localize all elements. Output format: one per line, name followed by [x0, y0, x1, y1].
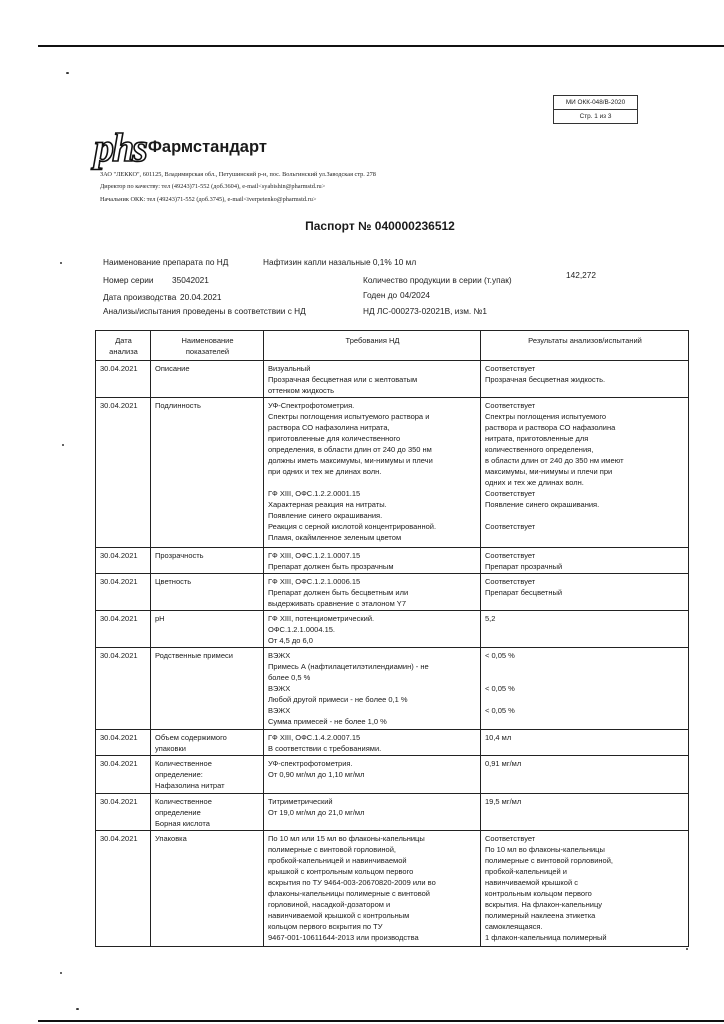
- requirement-line: От 4,5 до 6,0: [268, 636, 313, 645]
- indicator-cell: [151, 548, 264, 574]
- indicator-cell: [151, 574, 264, 611]
- requirement-line: УФ-Спектрофотометрия.: [268, 401, 355, 410]
- requirement-line: ОФС.1.2.1.0004.15.: [268, 625, 335, 634]
- requirement-line: От 19,0 мг/мл до 21,0 мг/мл: [268, 808, 365, 817]
- requirement-line: крышкой с контрольным кольцом первого: [268, 867, 414, 876]
- requirement-line: В соответствии с требованиями.: [268, 744, 382, 753]
- analysis-date: 30.04.2021: [100, 551, 138, 560]
- table-header-row: [96, 331, 689, 361]
- logo-brand: Фармстандарт: [147, 138, 267, 156]
- result-line: [485, 661, 685, 672]
- result-line: Соответствует: [485, 522, 536, 531]
- indicator-name: Количественное: [155, 797, 212, 806]
- result-line: Соответствует: [485, 834, 536, 843]
- requirement-line: Характерная реакция на нитраты.: [268, 500, 387, 509]
- scan-speck: [60, 262, 62, 264]
- requirement-line: Сумма примесей - не более 1,0 %: [268, 717, 387, 726]
- result-cell: [481, 794, 689, 831]
- analysis-date: 30.04.2021: [100, 401, 138, 410]
- result-line: полимерный наклеена этикетка: [485, 911, 596, 920]
- result-line: 5,2: [485, 614, 496, 623]
- scan-speck: [60, 972, 62, 974]
- requirement-line: при одних и тех же длинах волн.: [268, 467, 382, 476]
- header-requirements-text: Требования НД: [345, 336, 400, 345]
- result-line: самоклеящаяся.: [485, 922, 543, 931]
- company-address: ЗАО "ЛЕККО", 601125, Владимирская обл., Петушинский р-н, пос. Вольгинский ул.Заводская стр. 278: [100, 171, 376, 178]
- result-cell: [481, 730, 689, 756]
- result-line: максимумы, ми-нимумы и плечи при: [485, 467, 613, 476]
- analysis-date-cell: [96, 794, 151, 831]
- header-date: [96, 331, 151, 361]
- requirement-line: раствора СО нафазолина нитрата,: [268, 423, 390, 432]
- indicator-name: Подлинность: [155, 401, 201, 410]
- document-code: МИ ОКК-048/В-2020: [565, 99, 626, 106]
- indicator-name: pH: [155, 614, 165, 623]
- analysis-date: 30.04.2021: [100, 651, 138, 660]
- table-row: [96, 756, 689, 794]
- analysis-date-cell: [96, 398, 151, 548]
- table-row: [96, 611, 689, 648]
- requirement-line: пробкой-капельницей и навинчиваемой: [268, 856, 407, 865]
- product-value: Нафтизин капли назальные 0,1% 10 мл: [263, 257, 417, 267]
- requirements-cell: [264, 794, 481, 831]
- table-row: [96, 648, 689, 730]
- requirement-line: 9467-001-10611644-2013 или производства: [268, 933, 419, 942]
- requirement-line: По 10 мл или 15 мл во флаконы-капельницы: [268, 834, 425, 843]
- requirement-line: ВЭЖХ: [268, 706, 291, 715]
- analysis-date-cell: [96, 648, 151, 730]
- scan-bottom-rule: [38, 1020, 724, 1022]
- analysis-table: [95, 330, 689, 947]
- result-line: одних и тех же длинах волн.: [485, 478, 584, 487]
- company-logo: [94, 124, 267, 171]
- result-line: Соответствует: [485, 489, 536, 498]
- result-line: Препарат прозрачный: [485, 562, 563, 571]
- requirements-cell: [264, 730, 481, 756]
- tests-label: Анализы/испытания проведены в соответствии с НД: [103, 306, 306, 316]
- result-line: Прозрачная бесцветная жидкость.: [485, 375, 606, 384]
- requirement-line: ГФ XIII, ОФС.1.2.1.0007.15: [268, 551, 361, 560]
- requirement-line: навинчиваемой крышкой с контрольным: [268, 911, 410, 920]
- requirement-line: [268, 477, 477, 488]
- analysis-date: 30.04.2021: [100, 834, 138, 843]
- result-line: Соответствует: [485, 551, 536, 560]
- requirements-cell: [264, 361, 481, 398]
- indicator-name: Родственные примеси: [155, 651, 233, 660]
- table-row: [96, 361, 689, 398]
- result-line: [485, 694, 685, 705]
- result-cell: [481, 548, 689, 574]
- result-cell: [481, 398, 689, 548]
- result-line: навинчиваемой крышкой с: [485, 878, 578, 887]
- header-results: [481, 331, 689, 361]
- requirement-line: ВЭЖХ: [268, 651, 291, 660]
- requirement-line: ГФ XIII, ОФС.1.2.1.0006.15: [268, 577, 361, 586]
- expiry-value: 04/2024: [400, 290, 430, 300]
- result-cell: [481, 574, 689, 611]
- analysis-date-cell: [96, 831, 151, 947]
- result-cell: [481, 611, 689, 648]
- analysis-date-cell: [96, 574, 151, 611]
- analysis-date-cell: [96, 611, 151, 648]
- scan-speck: [686, 948, 688, 950]
- table-row: [96, 730, 689, 756]
- page-title: Паспорт № 040000236512: [305, 219, 455, 233]
- production-date-label: Дата производства: [103, 292, 177, 302]
- result-line: < 0,05 %: [485, 706, 515, 715]
- result-line: По 10 мл во флаконы-капельницы: [485, 845, 605, 854]
- analysis-date-cell: [96, 730, 151, 756]
- document-code-box: [553, 95, 638, 124]
- indicator-name: упаковки: [155, 744, 186, 753]
- indicator-name: определение: [155, 808, 201, 817]
- result-line: нитрата, приготовленные для: [485, 434, 589, 443]
- indicator-name: Объем содержимого: [155, 733, 227, 742]
- batch-label: Номер серии: [103, 275, 154, 285]
- production-date-value: 20.04.2021: [180, 292, 222, 302]
- tests-value: НД ЛС-000273-02021В, изм. №1: [363, 306, 488, 316]
- requirement-line: ГФ XIII, ОФС.1.2.2.0001.15: [268, 489, 361, 498]
- requirement-line: Спектры поглощения испытуемого раствора и: [268, 412, 430, 421]
- analysis-date: 30.04.2021: [100, 733, 138, 742]
- analysis-date-cell: [96, 361, 151, 398]
- header-results-text: Результаты анализов/испытаний: [528, 336, 642, 345]
- result-line: Появление синего окрашивания.: [485, 500, 600, 509]
- indicator-name: Упаковка: [155, 834, 187, 843]
- indicator-cell: [151, 794, 264, 831]
- result-line: раствора и раствора СО нафазолина: [485, 423, 616, 432]
- analysis-date: 30.04.2021: [100, 759, 138, 768]
- requirement-line: ГФ XIII, потенциометрический.: [268, 614, 375, 623]
- requirement-line: ВЭЖХ: [268, 684, 291, 693]
- result-line: Препарат бесцветный: [485, 588, 563, 597]
- indicator-cell: [151, 756, 264, 794]
- requirement-line: должны иметь максимумы, ми-нимумы и плечи: [268, 456, 433, 465]
- requirement-line: вскрытия по ТУ 9464-003-20670820-2009 или во: [268, 878, 436, 887]
- indicator-cell: [151, 730, 264, 756]
- result-line: [485, 672, 685, 683]
- requirement-line: горловиной, насадкой-дозатором и: [268, 900, 391, 909]
- requirement-line: выдерживать сравнение с эталоном Y7: [268, 599, 406, 608]
- header-indicator: [151, 331, 264, 361]
- header-date-text: анализа: [109, 347, 138, 356]
- indicator-name: Описание: [155, 364, 190, 373]
- requirement-line: полимерные с винтовой горловиной,: [268, 845, 396, 854]
- requirement-line: Препарат должен быть прозрачным: [268, 562, 394, 571]
- requirement-line: Появление синего окрашивания.: [268, 511, 383, 520]
- result-cell: [481, 831, 689, 947]
- table-row: [96, 548, 689, 574]
- quantity-label: Количество продукции в серии (т.упак): [363, 275, 512, 285]
- result-line: пробкой-капельницей и: [485, 867, 567, 876]
- result-line: Соответствует: [485, 401, 536, 410]
- analysis-date: 30.04.2021: [100, 797, 138, 806]
- indicator-cell: [151, 648, 264, 730]
- requirements-cell: [264, 611, 481, 648]
- requirements-cell: [264, 648, 481, 730]
- logo-mark: phs: [94, 125, 146, 170]
- requirements-cell: [264, 398, 481, 548]
- requirement-line: определения, в области длин от 240 до 350 нм: [268, 445, 432, 454]
- header-indicator-text: Наименование: [181, 336, 234, 345]
- header-indicator-text: показателей: [185, 347, 230, 356]
- requirement-line: кольцом первого вскрытия по ТУ: [268, 922, 383, 931]
- requirement-line: Титриметрический: [268, 797, 333, 806]
- result-cell: [481, 648, 689, 730]
- requirement-line: Реакция с серной кислотой концентрированной.: [268, 522, 437, 531]
- requirement-line: УФ-спектрофотометрия.: [268, 759, 353, 768]
- indicator-name: Прозрачность: [155, 551, 204, 560]
- header-date-text: Дата: [115, 336, 132, 345]
- scan-speck: [76, 1008, 79, 1010]
- requirement-line: Пламя, окаймленное зеленым цветом: [268, 533, 402, 542]
- analysis-date-cell: [96, 756, 151, 794]
- header-requirements: [264, 331, 481, 361]
- result-line: Спектры поглощения испытуемого: [485, 412, 607, 421]
- requirements-cell: [264, 756, 481, 794]
- result-line: 10,4 мл: [485, 733, 512, 742]
- requirement-line: Визуальный: [268, 364, 311, 373]
- result-line: Соответствует: [485, 364, 536, 373]
- requirement-line: флаконы-капельницы полимерные с винтовой: [268, 889, 430, 898]
- indicator-name: Нафазолина нитрат: [155, 781, 225, 790]
- requirement-line: Любой другой примеси - не более 0,1 %: [268, 695, 408, 704]
- indicator-cell: [151, 361, 264, 398]
- requirement-line: приготовленные для количественного: [268, 434, 401, 443]
- result-line: вскрытия. На флакон-капельницу: [485, 900, 603, 909]
- requirement-line: От 0,90 мг/мл до 1,10 мг/мл: [268, 770, 365, 779]
- requirements-cell: [264, 831, 481, 947]
- quality-director-contact: Директор по качеству: тел (49243)71-552 (доб.3604), e-mail<syabishin@pharmstd.ru>: [100, 183, 326, 190]
- indicator-cell: [151, 611, 264, 648]
- expiry-label: Годен до: [363, 290, 398, 300]
- result-line: < 0,05 %: [485, 651, 515, 660]
- analysis-date: 30.04.2021: [100, 614, 138, 623]
- product-label: Наименование препарата по НД: [103, 257, 229, 267]
- result-cell: [481, 361, 689, 398]
- result-cell: [481, 756, 689, 794]
- requirement-line: Примесь А (нафтилацетилэтилендиамин) - не: [268, 662, 429, 671]
- result-line: < 0,05 %: [485, 684, 515, 693]
- analysis-date-cell: [96, 548, 151, 574]
- result-line: контрольным кольцом первого: [485, 889, 592, 898]
- scan-speck: [66, 72, 69, 74]
- scan-speck: [62, 444, 64, 446]
- indicator-cell: [151, 831, 264, 947]
- result-line: 1 флакон-капельница полимерный: [485, 933, 607, 942]
- table-row: [96, 831, 689, 947]
- quantity-value: 142,272: [566, 270, 596, 280]
- requirement-line: ГФ XIII, ОФС.1.4.2.0007.15: [268, 733, 361, 742]
- indicator-name: Цветность: [155, 577, 192, 586]
- result-line: количественного определения,: [485, 445, 594, 454]
- requirements-cell: [264, 548, 481, 574]
- result-line: Соответствует: [485, 577, 536, 586]
- indicator-name: определение:: [155, 770, 203, 779]
- analysis-date: 30.04.2021: [100, 364, 138, 373]
- result-line: 0,91 мг/мл: [485, 759, 522, 768]
- table-row: [96, 574, 689, 611]
- indicator-name: Количественное: [155, 759, 212, 768]
- requirement-line: более 0,5 %: [268, 673, 311, 682]
- requirements-cell: [264, 574, 481, 611]
- okk-head-contact: Начальник ОКК: тел (49243)71-552 (доб.3745), e-mail<iverpetenko@pharmstd.ru>: [100, 196, 317, 203]
- table-row: [96, 398, 689, 548]
- table-row: [96, 794, 689, 831]
- result-line: в области длин от 240 до 350 нм имеют: [485, 456, 624, 465]
- requirement-line: Препарат должен быть бесцветным или: [268, 588, 409, 597]
- result-line: 19,5 мг/мл: [485, 797, 522, 806]
- requirement-line: Прозрачная бесцветная или с желтоватым: [268, 375, 418, 384]
- batch-value: 35042021: [172, 275, 209, 285]
- page-number: Стр. 1 из 3: [554, 109, 637, 123]
- requirement-line: оттенком жидкость: [268, 386, 335, 395]
- result-line: [485, 510, 685, 521]
- result-line: полимерные с винтовой горловиной,: [485, 856, 613, 865]
- analysis-date: 30.04.2021: [100, 577, 138, 586]
- scan-top-rule: [38, 45, 724, 47]
- indicator-name: Борная кислота: [155, 819, 210, 828]
- indicator-cell: [151, 398, 264, 548]
